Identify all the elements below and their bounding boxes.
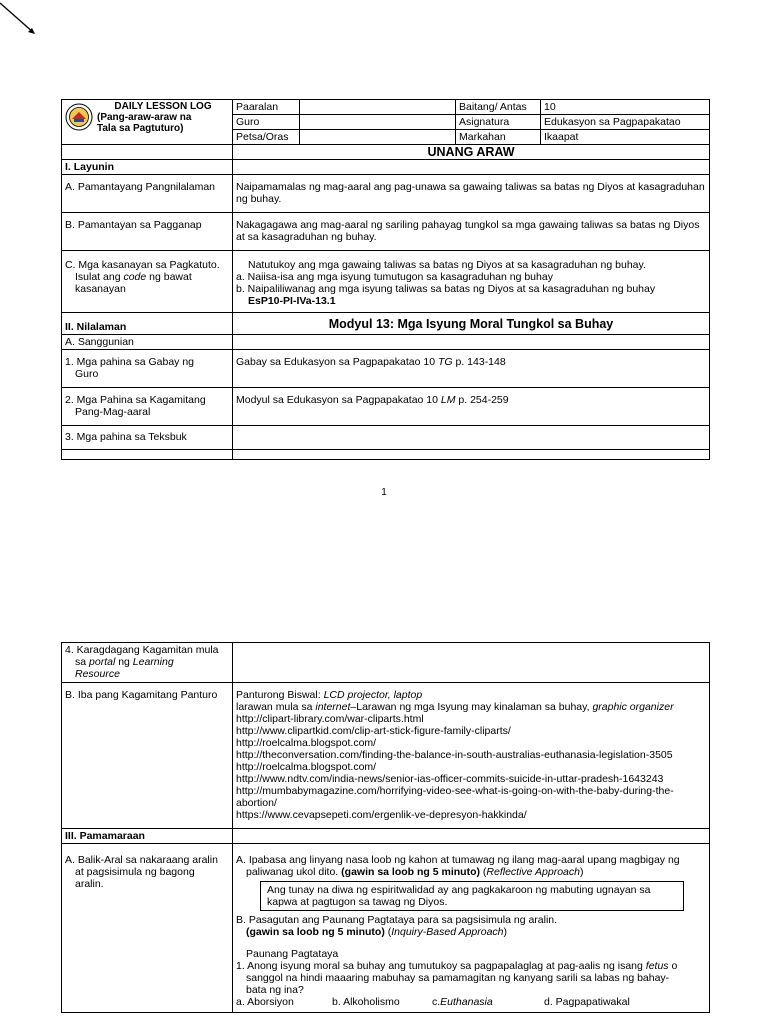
asignatura-value: Edukasyon sa Pagpapakatao	[541, 115, 710, 130]
nilalaman-value: Modyul 13: Mga Isyung Moral Tungkol sa Buhay	[233, 313, 710, 335]
day-heading: UNANG ARAW	[233, 145, 710, 160]
pamantayang-pangnilalaman-value: Naipamamalas ng mag-aaral ang pag-unawa sa gawaing taliwas sa batas ng Diyos at kasagraduhan ng buhay.	[233, 175, 710, 213]
baitang-label: Baitang/ Antas	[456, 100, 541, 115]
markahan-value: Ikaapat	[541, 130, 710, 145]
karagdagang-kagamitan-label: 4. Karagdagang Kagamitan mula sa portal ng Learning Resource	[62, 643, 233, 683]
page-number: 1	[381, 487, 387, 498]
balik-aral-value: A. Ipabasa ang linyang nasa loob ng kahon at tumawag ng ilang mag-aaral upang magbigay ng paliwanag ukol dito. (gawin sa loob ng 5 minuto) (Reflective Approach) Ang tunay na diwa ng espiritwalidad ay ang pagkakaroon ng mabuting ugnayan sa kapwa at pagtugon sa tawag ng Diyos. B. Pasagutan ang Paunang Pagtataya para sa pagsisimula ng aralin. (gawin sa loob ng 5 minuto) (Inquiry-Based Approach) Paunang Pagtataya 1. Anong isyung moral sa buhay ang tumutukoy sa pagpapalaglag at pag-aalis ng isang fetus o sanggol na hindi maaaring mabuhay sa pamamagitan ng kanyang sarili sa labas ng bahay- bata ng ina? a. Aborsiyon b. Alkoholismo c.Euthanasia d. Pagpapatiwakal	[233, 844, 710, 1013]
lesson-log-table-page1	[61, 99, 710, 460]
pamantayan-pagganap-label: B. Pamantayan sa Pagganap	[62, 213, 233, 251]
nilalaman-heading: II. Nilalaman	[62, 313, 233, 335]
guro-value[interactable]	[300, 115, 456, 130]
header-subtitle-1: (Pang-araw-araw na	[97, 112, 192, 123]
kagamitang-mag-aaral-label: 2. Mga Pahina sa Kagamitang Pang-Mag-aaral	[62, 388, 233, 426]
reference-link[interactable]: http://www.clipartkid.com/clip-art-stick-figure-family-cliparts/	[236, 725, 511, 737]
answer-choices	[236, 996, 706, 1008]
choice-d: d. Pagpapatiwakal	[544, 996, 630, 1008]
petsa-value[interactable]	[300, 130, 456, 145]
lesson-log-table-page2	[61, 642, 710, 1013]
teksbuk-label: 3. Mga pahina sa Teksbuk	[62, 426, 233, 450]
header-subtitle-2: Tala sa Pagtuturo)	[97, 123, 184, 134]
quote-box: Ang tunay na diwa ng espiritwalidad ay ang pagkakaroon ng mabuting ugnayan sa kapwa at pagtugon sa tawag ng Diyos.	[260, 881, 684, 911]
iba-pang-kagamitan-value: Panturong Biswal: LCD projector, laptop larawan mula sa internet–Larawan ng mga Isyung may kinalaman sa buhay, graphic organizer http://clipart-library.com/war-cliparts.html http://www.clipartkid.com/clip-art-stick-figure-family-cliparts/ http://roelcalma.blogspot.com/ http://theconversation.com/finding-the-balance-in-south-australias-euthanasia-legislation-3505 http://roelcalma.blogspot.com/ http://www.ndtv.com/india-news/senior-ias-officer-commits-suicide-in-uttar-pradesh-1643243 http://mumbabymagazine.com/horrifying-video-see-what-is-going-on-with-the-baby-during-the- abortion/ https://www.cevapsepeti.com/ergenlik-ve-depresyon-hakkinda/	[233, 683, 710, 829]
day-label-blank	[62, 145, 233, 160]
pamantayang-pangnilalaman-label: A. Pamantayang Pangnilalaman	[62, 175, 233, 213]
markahan-label: Markahan	[456, 130, 541, 145]
baitang-value: 10	[541, 100, 710, 115]
reference-link[interactable]: https://www.cevapsepeti.com/ergenlik-ve-depresyon-hakkinda/	[236, 809, 527, 821]
asignatura-label: Asignatura	[456, 115, 541, 130]
pamamaraan-heading: III. Pamamaraan	[62, 829, 233, 844]
kagamitang-mag-aaral-value: Modyul sa Edukasyon sa Pagpapakatao 10 LM p. 254-259	[233, 388, 710, 426]
choice-b: b. Alkoholismo	[332, 996, 400, 1008]
reference-link[interactable]: http://www.ndtv.com/india-news/senior-ias-officer-commits-suicide-in-uttar-pradesh-1643243	[236, 773, 664, 785]
kasanayan-label: C. Mga kasanayan sa Pagkatuto. Isulat ang code ng bawat kasanayan	[62, 251, 233, 313]
header-title: DAILY LESSON LOG	[114, 101, 212, 112]
reference-link[interactable]: http://clipart-library.com/war-cliparts.html	[236, 713, 424, 725]
paaralan-label: Paaralan	[233, 100, 300, 115]
pamantayan-pagganap-value: Nakagagawa ang mag-aaral ng sariling pahayag tungkol sa mga gawaing taliwas sa batas ng Diyos at sa kasagraduhan ng buhay.	[233, 213, 710, 251]
reference-link[interactable]: http://theconversation.com/finding-the-balance-in-south-australias-euthanasia-legislation-3505	[236, 749, 673, 761]
deped-seal-icon	[65, 103, 93, 131]
choice-c: c.Euthanasia	[432, 996, 493, 1008]
competency-code: EsP10-PI-IVa-13.1	[248, 295, 336, 307]
paaralan-value[interactable]	[300, 100, 456, 115]
guro-label: Guro	[233, 115, 300, 130]
layunin-heading: I. Layunin	[62, 160, 233, 175]
iba-pang-kagamitan-label: B. Iba pang Kagamitang Panturo	[62, 683, 233, 829]
reference-link-cont[interactable]: abortion/	[236, 797, 277, 809]
gabay-guro-label: 1. Mga pahina sa Gabay ng Guro	[62, 350, 233, 388]
reference-link[interactable]: http://roelcalma.blogspot.com/	[236, 737, 377, 749]
kasanayan-value: Natutukoy ang mga gawaing taliwas sa batas ng Diyos at sa kasagraduhan ng buhay. a. Naiisa-isa ang mga isyung tumutugon sa kasagraduhan ng buhay b. Naipaliliwanag ang mga isyung taliwas sa batas ng Diyos at sa kasagraduhan ng buhay EsP10-PI-IVa-13.1	[233, 251, 710, 313]
choice-a: a. Aborsiyon	[236, 996, 294, 1008]
corner-arrow-icon	[0, 0, 40, 40]
petsa-label: Petsa/Oras	[233, 130, 300, 145]
reference-link[interactable]: http://roelcalma.blogspot.com/	[236, 761, 377, 773]
gabay-guro-value: Gabay sa Edukasyon sa Pagpapakatao 10 TG p. 143-148	[233, 350, 710, 388]
paunang-pagtataya-heading: Paunang Pagtataya	[246, 948, 339, 960]
balik-aral-label: A. Balik-Aral sa nakaraang aralin at pagsisimula ng bagong aralin.	[62, 844, 233, 1013]
sanggunian-heading: A. Sanggunian	[62, 335, 233, 350]
header-title-cell	[62, 100, 233, 145]
reference-link[interactable]: http://mumbabymagazine.com/horrifying-video-see-what-is-going-on-with-the-baby-during-the-	[236, 785, 674, 797]
